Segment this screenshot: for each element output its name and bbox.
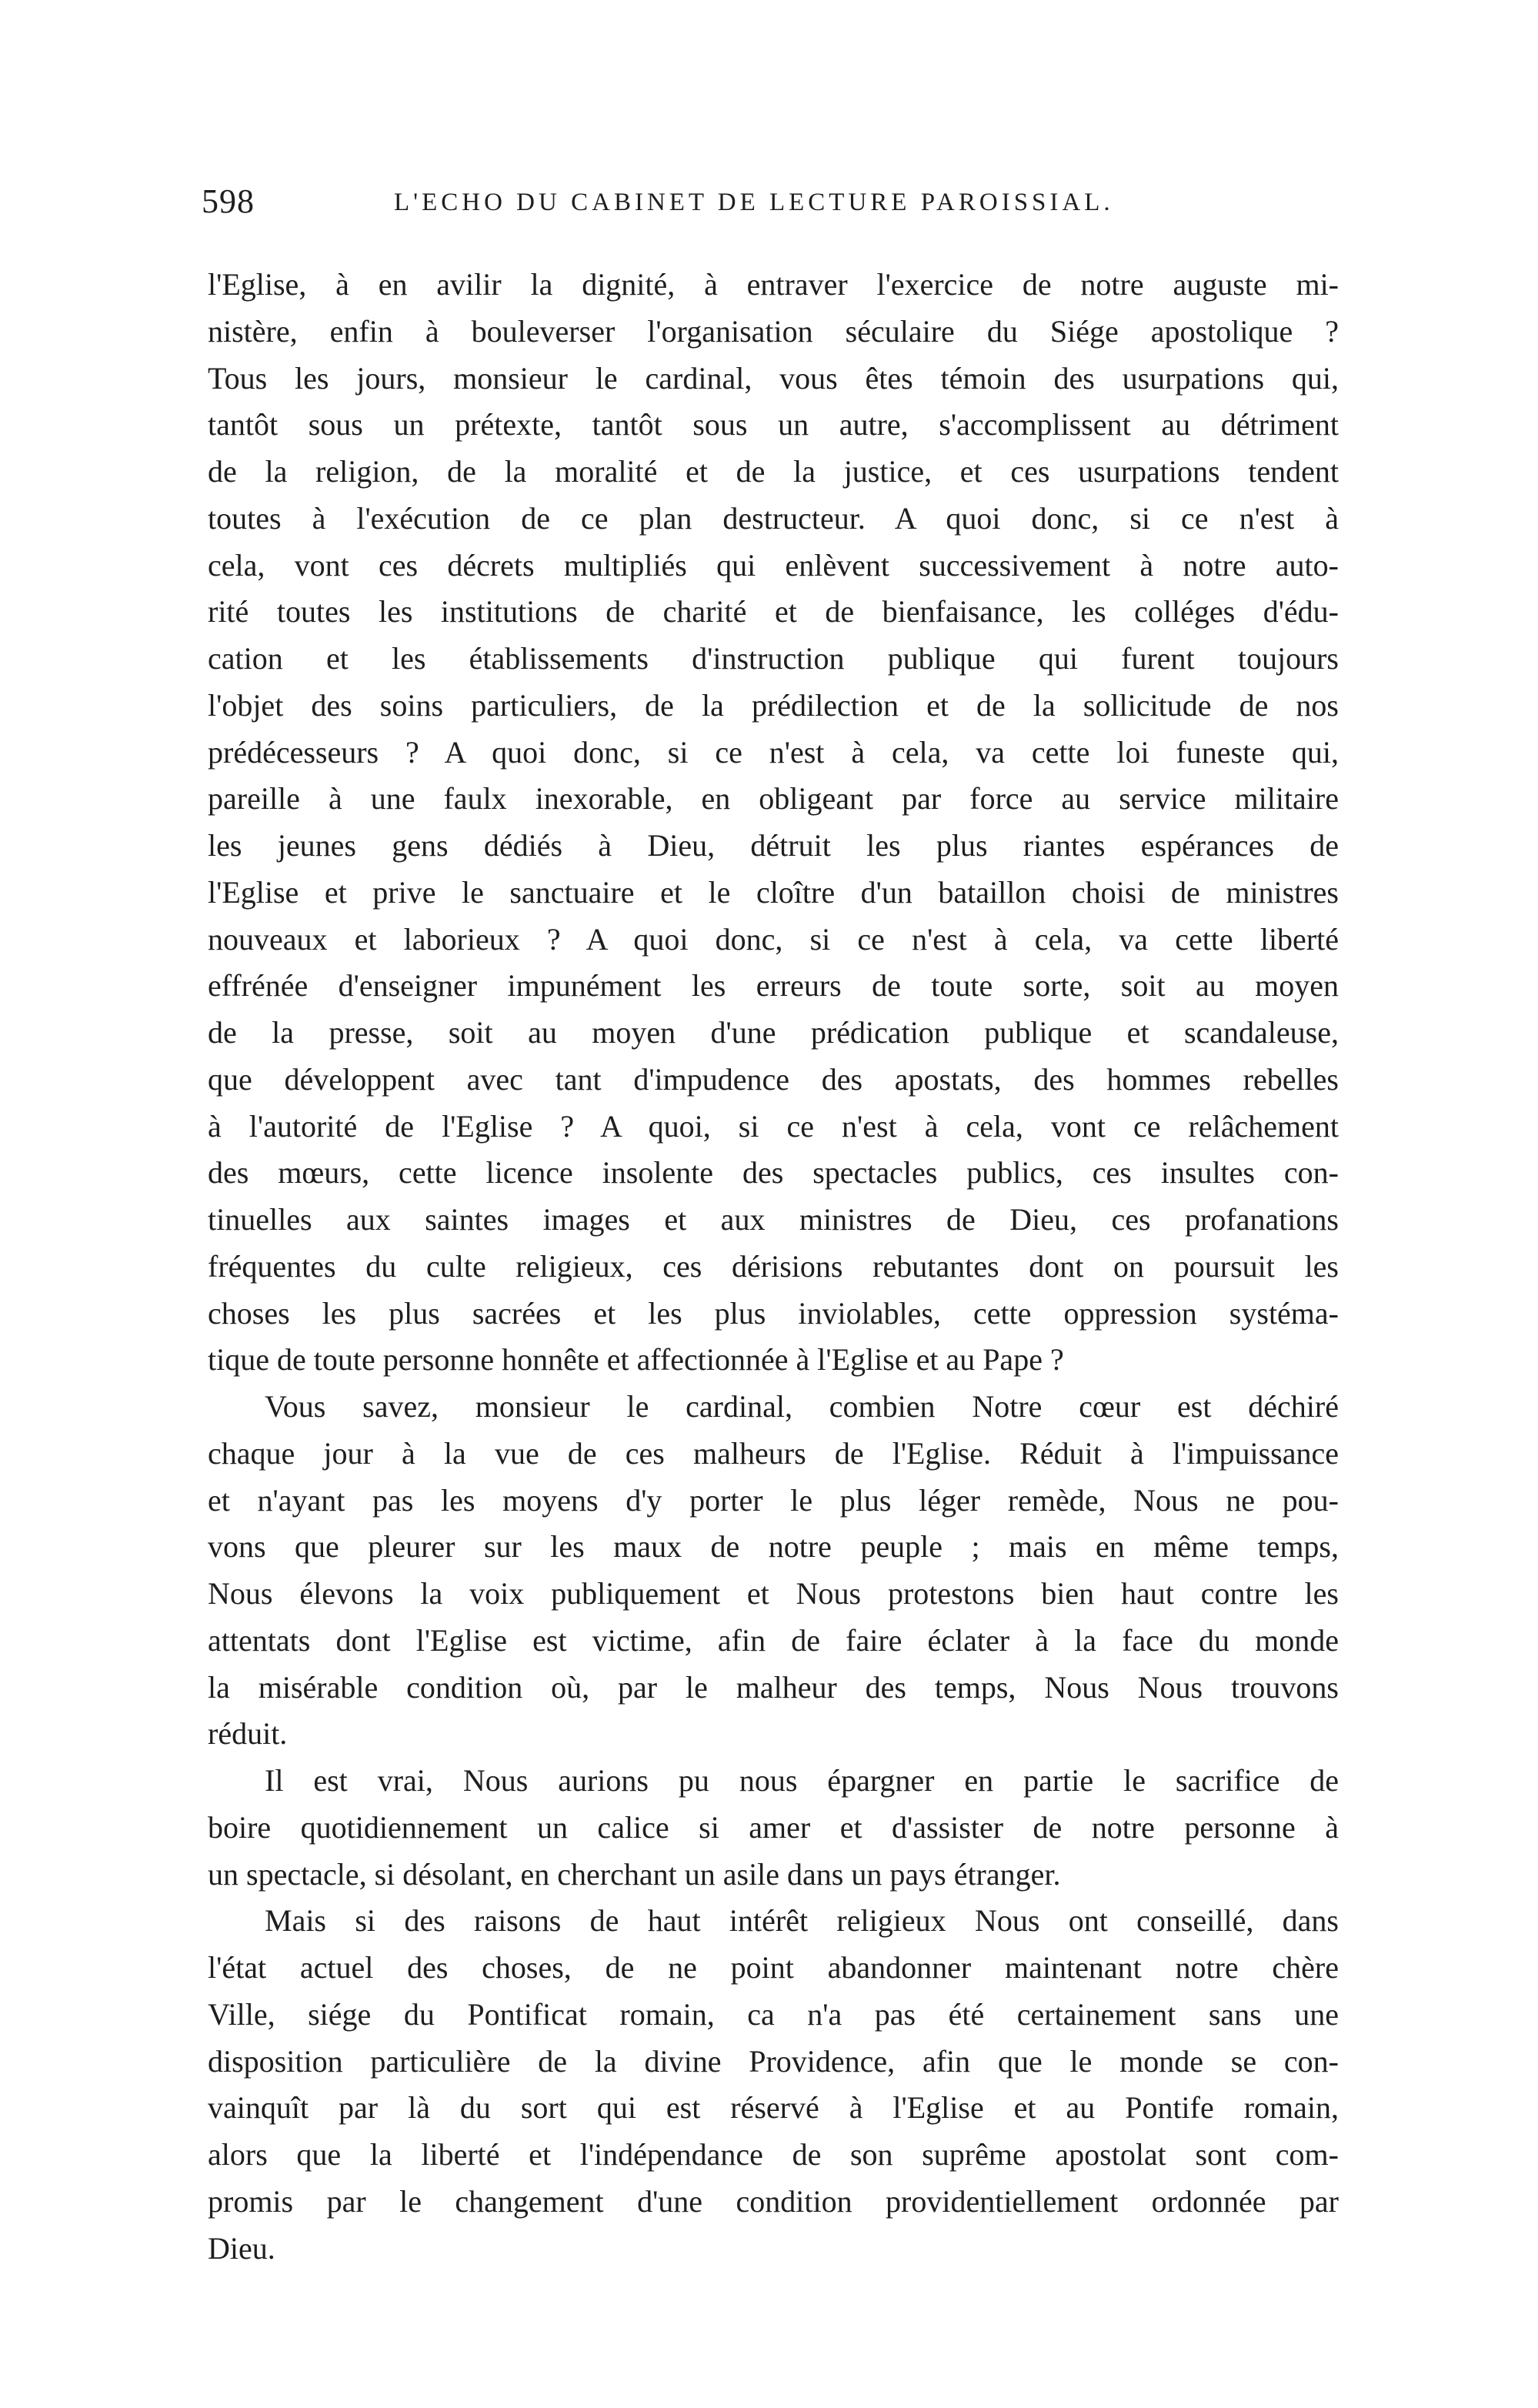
text-line: Nous élevons la voix publiquement et Nous protestons bien haut contre les (208, 1576, 1339, 1611)
text-line: l'objet des soins particuliers, de la prédilection et de la sollicitude de nos (208, 687, 1339, 723)
text-line: toutes à l'exécution de ce plan destructeur. A quoi donc, si ce n'est à (208, 500, 1339, 536)
text-line: rité toutes les institutions de charité et de bienfaisance, les colléges d'édu- (208, 594, 1339, 630)
paragraph-start-line: Il est vrai, Nous aurions pu nous épargner en partie le sacrifice de (265, 1763, 1339, 1798)
text-line: les jeunes gens dédiés à Dieu, détruit les plus riantes espérances de (208, 828, 1339, 863)
running-title: L'ECHO DU CABINET DE LECTURE PAROISSIAL. (394, 189, 1114, 216)
text-line: nistère, enfin à bouleverser l'organisation séculaire du Siége apostolique ? (208, 313, 1339, 349)
text-line: de la religion, de la moralité et de la justice, et ces usurpations tendent (208, 454, 1339, 489)
text-line: Dieu. (208, 2230, 275, 2266)
text-line: des mœurs, cette licence insolente des spectacles publics, ces insultes con- (208, 1155, 1339, 1191)
text-line: l'Eglise, à en avilir la dignité, à entraver l'exercice de notre auguste mi- (208, 267, 1339, 302)
text-line: la misérable condition où, par le malheur des temps, Nous Nous trouvons (208, 1669, 1339, 1705)
text-line: cela, vont ces décrets multipliés qui enlèvent successivement à notre auto- (208, 547, 1339, 583)
text-line: nouveaux et laborieux ? A quoi donc, si ce n'est à cela, va cette liberté (208, 921, 1339, 957)
text-line: boire quotidiennement un calice si amer et d'assister de notre personne à (208, 1809, 1339, 1845)
text-line: que développent avec tant d'impudence des apostats, des hommes rebelles (208, 1061, 1339, 1097)
text-line: vainquît par là du sort qui est réservé à l'Eglise et au Pontife romain, (208, 2090, 1339, 2126)
text-line: tique de toute personne honnête et affectionnée à l'Eglise et au Pape ? (208, 1342, 1064, 1378)
paragraph-start-line: Mais si des raisons de haut intérêt religieux Nous ont conseillé, dans (265, 1903, 1339, 1939)
paragraph-start-line: Vous savez, monsieur le cardinal, combien Notre cœur est déchiré (265, 1389, 1339, 1424)
text-line: fréquentes du culte religieux, ces dérisions rebutantes dont on poursuit les (208, 1248, 1339, 1284)
text-line: choses les plus sacrées et les plus inviolables, cette oppression systéma- (208, 1295, 1339, 1331)
text-line: à l'autorité de l'Eglise ? A quoi, si ce n'est à cela, vont ce relâchement (208, 1108, 1339, 1144)
text-line: réduit. (208, 1716, 288, 1752)
text-line: vons que pleurer sur les maux de notre peuple ; mais en même temps, (208, 1529, 1339, 1565)
text-line: tantôt sous un prétexte, tantôt sous un autre, s'accomplissent au détriment (208, 407, 1339, 443)
text-line: prédécesseurs ? A quoi donc, si ce n'est à cela, va cette loi funeste qui, (208, 734, 1339, 770)
text-line: chaque jour à la vue de ces malheurs de l'Eglise. Réduit à l'impuissance (208, 1435, 1339, 1471)
body-text (208, 262, 1339, 2272)
text-line: disposition particulière de la divine Providence, afin que le monde se con- (208, 2043, 1339, 2079)
text-line: effrénée d'enseigner impunément les erreurs de toute sorte, soit au moyen (208, 968, 1339, 1004)
running-head (202, 179, 1333, 225)
text-line: un spectacle, si désolant, en cherchant un asile dans un pays étranger. (208, 1856, 1061, 1892)
text-line: Ville, siége du Pontificat romain, ca n'a pas été certainement sans une (208, 1996, 1339, 2032)
text-line: tinuelles aux saintes images et aux ministres de Dieu, ces profanations (208, 1202, 1339, 1237)
text-line: pareille à une faulx inexorable, en obligeant par force au service militaire (208, 781, 1339, 817)
page-number: 598 (202, 182, 255, 220)
text-line: l'état actuel des choses, de ne point abandonner maintenant notre chère (208, 1950, 1339, 1985)
text-line: cation et les établissements d'instruction publique qui furent toujours (208, 641, 1339, 676)
text-line: l'Eglise et prive le sanctuaire et le cloître d'un bataillon choisi de ministres (208, 874, 1339, 910)
text-line: et n'ayant pas les moyens d'y porter le plus léger remède, Nous ne pou- (208, 1482, 1339, 1518)
text-line: promis par le changement d'une condition providentiellement ordonnée par (208, 2183, 1339, 2219)
text-line: alors que la liberté et l'indépendance de son suprême apostolat sont com- (208, 2137, 1339, 2172)
text-line: Tous les jours, monsieur le cardinal, vous êtes témoin des usurpations qui, (208, 360, 1339, 396)
text-line: de la presse, soit au moyen d'une prédication publique et scandaleuse, (208, 1015, 1339, 1050)
text-line: attentats dont l'Eglise est victime, afin de faire éclater à la face du monde (208, 1622, 1339, 1658)
